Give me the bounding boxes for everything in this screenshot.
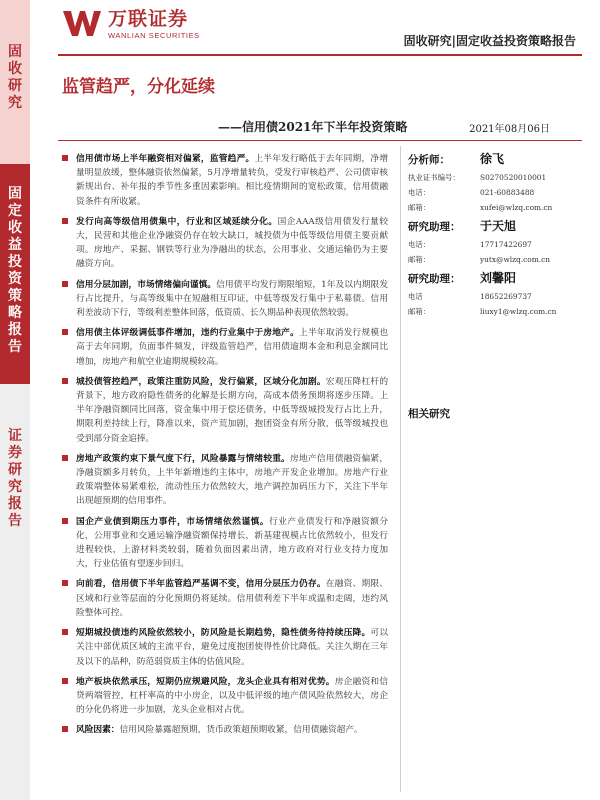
contact-value: 021-60883488: [480, 188, 535, 197]
contact-label: 执业证书编号：: [408, 173, 460, 182]
bullet-square-icon: [62, 281, 68, 287]
analyst-name: 于天旭: [480, 219, 517, 233]
sidebar-char: 收: [8, 61, 22, 77]
sidebar-char: 告: [8, 513, 22, 529]
bullet-paragraph: [62, 577, 388, 620]
analyst-contact-row: [408, 170, 578, 185]
analyst-contact-row: [408, 304, 578, 319]
sidebar-char: 益: [8, 237, 22, 253]
logo-english-name: WANLIAN SECURITIES: [108, 31, 200, 40]
sidebar-char: 定: [8, 203, 22, 219]
paragraph-text: 房地产信用债融资偏紧，净融资额多月转负，上半年新增违约主体中，房地产开发企业增加。房地产行业政策端整体易紧难松，流动性压力依然较大，地产调控加码压力下，关注下半年出现超预期的信用事件。: [76, 453, 389, 507]
analyst-name-row: [408, 150, 578, 170]
analyst-contact-row: [408, 237, 578, 252]
bullet-paragraph: [62, 675, 388, 718]
bullet-square-icon: [62, 678, 68, 684]
sidebar-label-report-type: [0, 186, 30, 356]
contact-value: liuxy1@wlzq.com.cn: [480, 307, 557, 316]
analyst-name: 刘馨阳: [480, 271, 517, 285]
bullet-square-icon: [62, 218, 68, 224]
company-logo: [62, 8, 200, 44]
analyst-block: [408, 269, 578, 319]
contact-value: xufei@wlzq.com.cn: [480, 203, 553, 212]
analyst-role: 研究助理：: [408, 273, 461, 285]
sidebar-label-research-type: [0, 44, 30, 112]
bullet-paragraph: [62, 152, 388, 209]
bullet-paragraph: [62, 723, 388, 737]
report-date: 2021年08月06日: [469, 124, 550, 135]
sidebar-char: 资: [8, 271, 22, 287]
bullet-paragraph: [62, 375, 388, 446]
wanlian-logo-icon: [62, 8, 102, 38]
sidebar-label-securities-report: [0, 428, 30, 530]
analyst-contact-row: [408, 289, 578, 304]
paragraph-lead: 短期城投债违约风险依然较小，防风险是长期趋势，隐性债务待持续压降。: [76, 628, 371, 639]
bullet-paragraph: [62, 452, 388, 509]
paragraph-text: 信用风险暴露超预期，货币政策超预期收紧，信用债融资超产。: [119, 725, 363, 736]
bullet-square-icon: [62, 726, 68, 732]
contact-value: yutx@wlzq.com.cn: [480, 255, 550, 264]
bullet-square-icon: [62, 518, 68, 524]
contact-label: 邮箱：: [408, 203, 431, 212]
analyst-block: [408, 150, 578, 215]
bullet-paragraph: [62, 515, 388, 572]
bullet-paragraph: [62, 326, 388, 369]
paragraph-lead: 地产板块依然承压，短期仍应规避风险，龙头企业具有相对优势。: [76, 676, 335, 687]
sidebar-char: 固: [8, 44, 22, 60]
paragraph-lead: 城投债管控趋严，政策注重防风险，发行偏紧，区域分化加剧。: [76, 376, 326, 387]
analyst-info: [408, 150, 578, 321]
sidebar-char: 投: [8, 254, 22, 270]
bullet-square-icon: [62, 629, 68, 635]
bullet-paragraph: [62, 626, 388, 669]
sidebar-char: 告: [8, 339, 22, 355]
paragraph-text: 宏观压降杠杆的背景下，地方政府隐性债务的化解是长期方向，高成本债务预期将逐步压降。上半年净融资额同比回落，资金集中用于偿还债务，中低等级城投发行占比上升，期限利差持续上行，降准以来，资产荒加剧，抱团资金有所分散，低等级城投也受到部分资金追捧。: [76, 376, 389, 444]
paragraph-lead: 房地产政策约束下景气度下行，风险暴露与情绪较重。: [76, 453, 291, 464]
bullet-square-icon: [62, 455, 68, 461]
bullet-square-icon: [62, 580, 68, 586]
contact-label: 电话: [408, 292, 423, 301]
analyst-name: 徐飞: [480, 152, 505, 166]
bullet-square-icon: [62, 378, 68, 384]
column-divider: [400, 146, 401, 792]
paragraph-text: 国企AAA级信用债发行量较大，民营和其他企业净融资仍存在较大缺口，城投债为中低等级信用债主要贡献项。房地产、采掘、钢铁等行业为净融出的状态，公用事业、交通运输仍为主要融资方向。: [76, 216, 389, 270]
analyst-contact-row: [408, 252, 578, 267]
sidebar-char: 究: [8, 95, 22, 111]
paragraph-text: 上半年取消发行规模也高于去年同期，负面事件频发，评级监管趋严，信用债逾期本金和利息金额同比增加，房地产和航空业逾期规模较高。: [76, 328, 389, 367]
header-divider: [58, 54, 582, 56]
paragraph-lead: 信用分层加剧，市场情绪偏向谨慎。: [76, 279, 217, 290]
bullet-square-icon: [62, 155, 68, 161]
paragraph-lead: 风险因素：: [76, 725, 120, 736]
analyst-role: 分析师：: [408, 154, 450, 166]
related-research-title: 相关研究: [408, 408, 450, 420]
paragraph-lead: 发行向高等级信用债集中，行业和区域延续分化。: [76, 216, 278, 227]
sidebar-char: 证: [8, 428, 22, 444]
sidebar-char: 研: [8, 462, 22, 478]
report-title: 监管趋严，分化延续: [62, 77, 215, 97]
paragraph-text: 上半年发行略低于去年同期，净增量明显放缓，整体融资依然偏紧，5月净增量转负，受发行审核趋严、公司债审核新规出台、补年报的季节性多重因素影响。相比疫情期间的宽松政策，信用债融资条件有所收紧。: [76, 154, 389, 207]
title-divider: [58, 140, 582, 141]
sidebar-char: 报: [8, 496, 22, 512]
contact-label: 邮箱：: [408, 255, 431, 264]
sidebar-char: 究: [8, 479, 22, 495]
logo-chinese-name: 万联证券: [108, 8, 189, 30]
paragraph-lead: 向前看，信用债下半年监管趋严基调不变，信用分层压力仍存。: [76, 579, 326, 590]
paragraph-lead: 国企产业债到期压力事件，市场情绪依然谨慎。: [76, 516, 270, 527]
paragraph-lead: 信用债市场上半年融资相对偏紧，监管趋严。: [76, 154, 255, 164]
analyst-role: 研究助理：: [408, 221, 461, 233]
paragraph-text: 可以关注中部优质区域的主流平台，避免过度抱团使得性价比降低。关注久期在三年及以下的品种，防范弱资质主体的估值风险。: [76, 628, 389, 667]
analyst-name-row: [408, 217, 578, 237]
contact-label: 邮箱：: [408, 307, 431, 316]
contact-label: 电话：: [408, 188, 431, 197]
contact-value: 18652269737: [480, 292, 532, 301]
bullet-paragraph: [62, 278, 388, 321]
paragraph-text: 在融资、期限、区域和行业等层面的分化预期仍将延续。信用债利差下半年或温和走阔，违约风险整体可控。: [76, 579, 389, 618]
analyst-name-row: [408, 269, 578, 289]
sidebar-char: 券: [8, 445, 22, 461]
paragraph-text: 房企融资和信贷两端管控，杠杆率高的中小房企，以及中低评级的地产债风险依然较大，房企的分化仍将进一步加剧，龙头企业相对占优。: [76, 676, 389, 716]
paragraph-lead: 信用债主体评级调低事件增加，违约行业集中于房地产。: [76, 328, 300, 339]
contact-label: 电话：: [408, 240, 431, 249]
paragraph-text: 行业产业债发行和净融资额分化，公用事业和交通运输净融资额保持增长，新基建视模占比依然较小，但发行进程较快，上游材料类较弱，随着负面因素出清，地方政府对行业支持力度加大，行业估值有望逐步回归。: [76, 516, 389, 570]
report-category: 固收研究|固定收益投资策略报告: [403, 34, 576, 48]
left-sidebar: [0, 0, 30, 800]
bullet-paragraph: [62, 215, 388, 272]
sidebar-char: 略: [8, 305, 22, 321]
sidebar-char: 研: [8, 78, 22, 94]
report-subtitle: ——信用债2021年下半年投资策略: [218, 120, 408, 134]
analyst-contact-row: [408, 185, 578, 200]
report-body: [62, 152, 388, 744]
sidebar-char: 报: [8, 322, 22, 338]
bullet-square-icon: [62, 329, 68, 335]
contact-value: S0270520010001: [480, 173, 547, 182]
sidebar-char: 固: [8, 186, 22, 202]
sidebar-char: 收: [8, 220, 22, 236]
paragraph-text: 信用债平均发行期限缩短，1年及以内期限发行占比提升，与高等级集中在短融相互印证，中低等级发行集中于私募债。信用利差波动下行，等级利差整体回落，低资质、长久期品种表现依然较弱。: [76, 279, 389, 319]
analyst-block: [408, 217, 578, 267]
analyst-contact-row: [408, 200, 578, 215]
sidebar-char: 策: [8, 288, 22, 304]
contact-value: 17717422697: [480, 240, 532, 249]
